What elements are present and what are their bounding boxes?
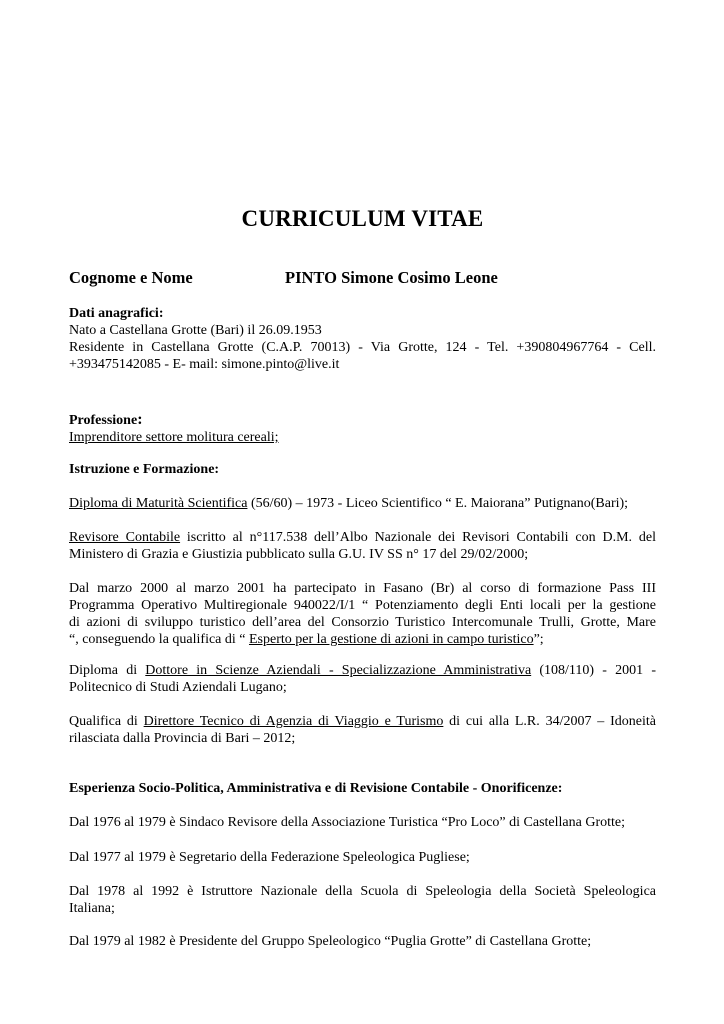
corso-line-4-pre: “, conseguendo la qualifica di “ xyxy=(69,632,249,647)
name-value: PINTO Simone Cosimo Leone xyxy=(285,268,498,287)
dottore-line-2: Politecnico di Studi Aziendali Lugano; xyxy=(69,680,287,695)
esperienza-item-4 xyxy=(69,933,656,950)
istruzione-item-direttore xyxy=(69,713,656,747)
istruzione-item-revisore xyxy=(69,529,656,563)
esperienza-item-3 xyxy=(69,883,656,917)
corso-line-2: Programma Operativo Multiregionale 940022/I/1 “ Potenziamento degli Enti locali per la gestione xyxy=(69,598,656,613)
revisore-title: Revisore Contabile xyxy=(69,530,181,545)
direttore-line-2: rilasciata dalla Provincia di Bari – 2012; xyxy=(69,731,296,746)
dati-contacts: +393475142085 - E- mail: simone.pinto@live.it xyxy=(69,357,340,372)
corso-line-3: di azioni di sviluppo turistico dell’area del Consorzio Turistico Intercomunale Trulli, Grotte, Mare xyxy=(69,615,656,630)
professione-section xyxy=(69,411,656,446)
direttore-title: Direttore Tecnico di Agenzia di Viaggio e Turismo xyxy=(143,714,444,729)
dottore-title: Dottore in Scienze Aziendali - Specializzazione Amministrativa xyxy=(145,663,532,678)
esperienza-text-4: Dal 1979 al 1982 è Presidente del Gruppo Speleologico “Puglia Grotte” di Castellana Grotte; xyxy=(69,934,592,949)
dati-heading: Dati anagrafici: xyxy=(69,306,164,321)
name-label: Cognome e Nome xyxy=(69,268,193,287)
istruzione-heading: Istruzione e Formazione: xyxy=(69,462,220,477)
professione-heading: Professione xyxy=(69,413,138,428)
dati-anagrafici-section xyxy=(69,305,656,373)
esperienza-text-1: Dal 1976 al 1979 è Sindaco Revisore della Associazione Turistica “Pro Loco” di Castellana Grotte; xyxy=(69,815,625,830)
direttore-post: di cui alla L.R. 34/2007 – Idoneità xyxy=(443,714,656,729)
dati-birth: Nato a Castellana Grotte (Bari) il 26.09.1953 xyxy=(69,323,322,338)
professione-value: Imprenditore settore molitura cereali; xyxy=(69,430,279,445)
maturita-details: (56/60) – 1973 - Liceo Scientifico “ E. Maiorana” Putignano(Bari); xyxy=(247,496,629,511)
revisore-details-2: Ministero di Grazia e Giustizia pubblicato sulla G.U. IV SS n° 17 del 29/02/2000; xyxy=(69,547,529,562)
istruzione-item-maturita xyxy=(69,495,656,512)
document-title: CURRICULUM VITAE xyxy=(241,206,484,231)
esperienza-text-3a: Dal 1978 al 1992 è Istruttore Nazionale della Scuola di Speleologia della Società Speleologica xyxy=(69,884,656,899)
esperienza-text-2: Dal 1977 al 1979 è Segretario della Federazione Speleologica Pugliese; xyxy=(69,850,470,865)
esperienza-item-1 xyxy=(69,814,656,831)
direttore-pre: Qualifica di xyxy=(69,714,144,729)
revisore-details: iscritto al n°117.538 dell’Albo Nazionale dei Revisori Contabili con D.M. del xyxy=(180,530,656,545)
professione-heading-line xyxy=(69,411,656,429)
corso-line-1: Dal marzo 2000 al marzo 2001 ha partecipato in Fasano (Br) al corso di formazione Pass III xyxy=(69,581,656,596)
istruzione-item-corso xyxy=(69,580,656,648)
corso-line-4-post: ”; xyxy=(533,632,544,647)
esperienza-item-2 xyxy=(69,849,656,866)
dottore-post: (108/110) - 2001 - xyxy=(531,663,656,678)
dati-residence: Residente in Castellana Grotte (C.A.P. 70013) - Via Grotte, 124 - Tel. +390804967764 - Cell. xyxy=(69,340,656,355)
maturita-title: Diploma di Maturità Scientifica xyxy=(69,496,248,511)
esperienza-text-3b: Italiana; xyxy=(69,901,115,916)
professione-colon: : xyxy=(137,411,143,428)
istruzione-item-dottore xyxy=(69,662,656,696)
dottore-pre: Diploma di xyxy=(69,663,146,678)
esperienza-heading: Esperienza Socio-Politica, Amministrativa e di Revisione Contabile - Onorificenze: xyxy=(69,781,563,796)
corso-qualifica: Esperto per la gestione di azioni in campo turistico xyxy=(248,632,534,647)
